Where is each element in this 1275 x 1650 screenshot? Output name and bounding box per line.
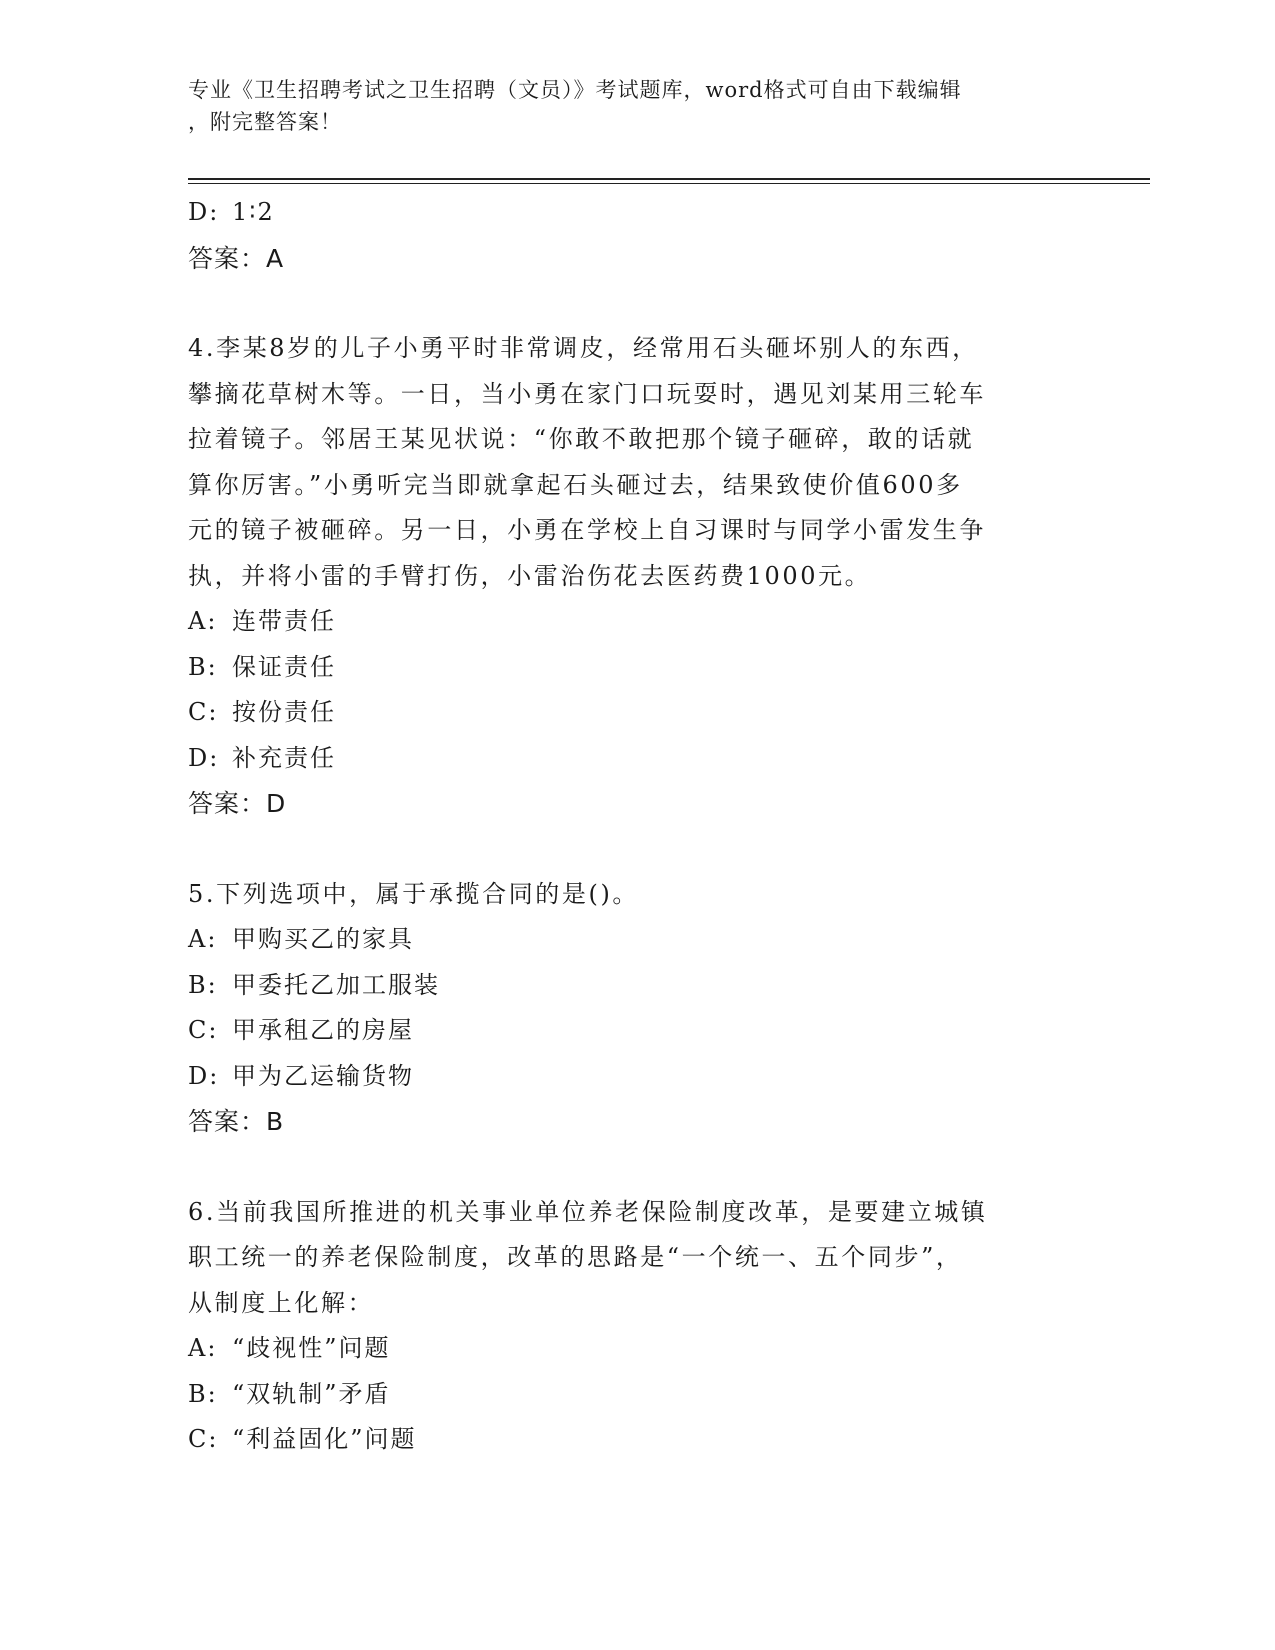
header-divider-thin <box>188 183 1150 184</box>
question-stem-line: 从制度上化解： <box>188 1288 375 1317</box>
option-letter: C: <box>188 1425 219 1453</box>
option-c <box>188 1008 1068 1054</box>
question-stem-line: 职工统一的养老保险制度，改革的思路是“一个统一、五个同步”， <box>188 1243 963 1271</box>
option-a <box>188 599 1068 645</box>
option-letter: A: <box>188 607 218 635</box>
header-line-1: 专业《卫生招聘考试之卫生招聘（文员）》考试题库，word格式可自由下载编辑 <box>188 78 962 102</box>
question-stem-line: 5.下列选项中，属于承揽合同的是()。 <box>188 879 640 908</box>
option-letter: D: <box>188 1061 220 1090</box>
question-4 <box>188 326 1068 827</box>
option-text: “歧视性”问题 <box>232 1334 391 1362</box>
option-letter: D: <box>188 198 220 226</box>
question-stem-line: 算你厉害。”小勇听完当即就拿起石头砸过去，结果致使价值600多 <box>188 470 963 499</box>
option-b <box>188 963 1068 1009</box>
answer: 答案：B <box>188 1107 285 1136</box>
option-a <box>188 917 1068 963</box>
option-text: 甲承租乙的房屋 <box>232 1016 414 1044</box>
question-stem-line: 元的镜子被砸碎。另一日，小勇在学校上自习课时与同学小雷发生争 <box>188 516 986 544</box>
option-letter: A: <box>188 925 218 953</box>
option-c <box>188 690 1068 736</box>
option-letter: D: <box>188 743 220 772</box>
option-text: “利益固化”问题 <box>232 1425 417 1453</box>
option-letter: B: <box>188 1379 218 1408</box>
question-5 <box>188 872 1068 1145</box>
option-text: 1∶2 <box>232 198 275 226</box>
option-a <box>188 1326 1068 1372</box>
option-d <box>188 736 1068 782</box>
header-divider-thick <box>188 178 1150 180</box>
question-6 <box>188 1190 1068 1463</box>
option-text: 甲购买乙的家具 <box>232 925 414 953</box>
option-c <box>188 1417 1068 1463</box>
question-content <box>188 190 1068 1463</box>
spacer <box>188 281 1068 326</box>
option-letter: A: <box>188 1334 218 1362</box>
spacer <box>188 1145 1068 1190</box>
question-stem-line: 执，并将小雷的手臂打伤，小雷治伤花去医药费1000元。 <box>188 561 872 590</box>
option-d <box>188 1054 1068 1100</box>
question-stem-line: 拉着镜子。邻居王某见状说：“你敢不敢把那个镜子砸碎，敢的话就 <box>188 425 975 453</box>
option-d-prev <box>188 190 1068 236</box>
answer: 答案：D <box>188 789 287 818</box>
option-letter: B: <box>188 970 218 999</box>
question-stem-line: 6.当前我国所推进的机关事业单位养老保险制度改革，是要建立城镇 <box>188 1197 988 1226</box>
option-text: 保证责任 <box>232 652 336 681</box>
option-letter: B: <box>188 652 218 681</box>
option-letter: C: <box>188 1016 219 1044</box>
option-text: “双轨制”矛盾 <box>232 1379 391 1408</box>
question-stem-line: 4.李某8岁的儿子小勇平时非常调皮，经常用石头砸坏别人的东西， <box>188 334 979 362</box>
option-b <box>188 645 1068 691</box>
option-b <box>188 1372 1068 1418</box>
option-letter: C: <box>188 698 219 726</box>
document-header <box>188 74 1068 138</box>
header-line-2: ，附完整答案！ <box>188 110 342 134</box>
option-text: 连带责任 <box>232 607 336 635</box>
answer-prev: 答案：A <box>188 243 285 273</box>
option-text: 按份责任 <box>232 698 336 726</box>
option-text: 甲为乙运输货物 <box>232 1061 414 1090</box>
option-text: 甲委托乙加工服装 <box>232 970 440 999</box>
option-text: 补充责任 <box>232 743 336 772</box>
question-stem-line: 攀摘花草树木等。一日，当小勇在家门口玩耍时，遇见刘某用三轮车 <box>188 379 986 408</box>
spacer <box>188 827 1068 872</box>
